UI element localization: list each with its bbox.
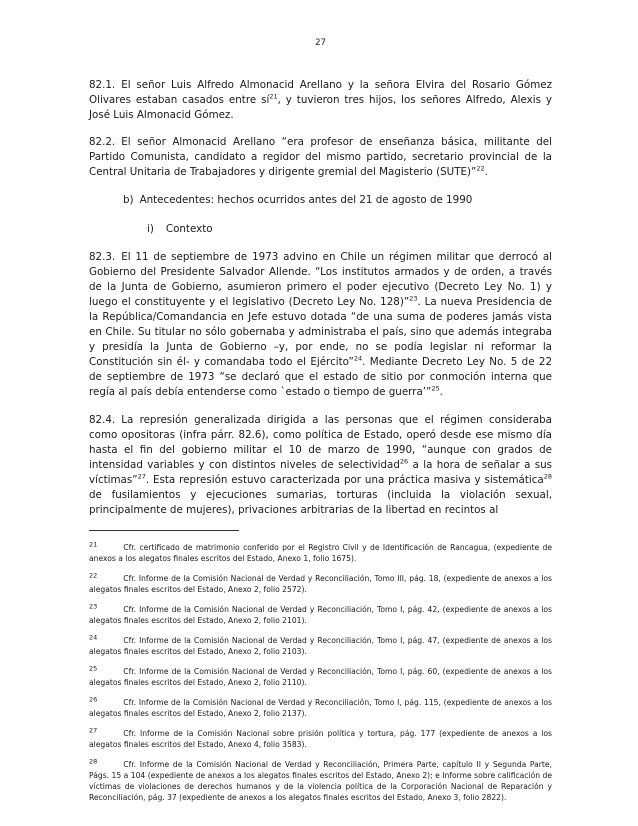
footnote-23 bbox=[89, 604, 552, 626]
paragraph-text: . Mediante Decreto Ley No. 5 de 22 de septiembre de 1973 “se declaró que el estado de sitio por conmoción interna que regía al país debía entenderse como `estado o tiempo de guerra’” bbox=[89, 356, 552, 399]
footnote-number: 22 bbox=[89, 571, 98, 580]
paragraph-text: . Esta represión estuvo caracterizada por una práctica masiva y sistemática bbox=[145, 473, 544, 486]
footnote-ref[interactable]: 24 bbox=[353, 354, 363, 363]
footnote-text: Cfr. Informe de la Comisión Nacional de Verdad y Reconciliación, Primera Parte, capítulo II y Segunda Parte, Págs. 15 a 104 (expediente de anexos a los alegatos finales escritos del Estado, Anexo 2); e Informe sobre calificación de víctimas de violaciones de derechos humanos y de la violencia política de la Corporación Nacional de Reparación y Reconciliación, pág. 37 (expediente de anexos a los alegatos finales escritos del Estado, Anexo 3, folio 2822). bbox=[89, 760, 552, 803]
paragraph-text: , y tuvieron tres hijos, los señores Alfredo, Alexis y José Luis Almonacid Gómez. bbox=[89, 94, 553, 122]
subsection-title: Contexto bbox=[165, 222, 213, 235]
footnote-26 bbox=[89, 697, 552, 719]
paragraph-82-1 bbox=[89, 78, 552, 123]
footnote-ref[interactable]: 27 bbox=[137, 472, 146, 481]
paragraph-text: . bbox=[484, 166, 488, 179]
footnote-24 bbox=[89, 635, 552, 657]
footnote-text: Cfr. Informe de la Comisión Nacional de Verdad y Reconciliación, Tomo I, pág. 60, (expediente de anexos a los alegatos finales escritos del Estado, Anexo 2, folio 2110). bbox=[89, 667, 552, 688]
footnote-ref[interactable]: 22 bbox=[476, 165, 485, 174]
paragraph-text: . La nueva Presidencia de la República/Comandancia en Jefe estuvo dotada “de una suma de poderes jamás vista en Chile. Su titular no sólo gobernaba y administraba el país, sino que además integraba y presidía la Junta de Gobierno –y, por ende, no se podía legislar ni reformar la Constitución sin él- y comandaba todo el Ejército” bbox=[89, 295, 552, 369]
paragraph-number: 82.3. bbox=[89, 250, 116, 263]
footnote-22 bbox=[89, 573, 552, 595]
footnote-number: 23 bbox=[89, 602, 98, 611]
paragraph-number: 82.2. bbox=[89, 136, 116, 149]
paragraph-number: 82.4. bbox=[89, 413, 116, 426]
paragraph-text: . bbox=[439, 386, 443, 399]
paragraph-text: La represión generalizada dirigida a las personas que el régimen consideraba como opositoras (infra párr. 82.6), como política de Estado, operó desde ese mismo día hasta el fin del gobierno militar el 10 de marzo de 1990, “aunque con grados de intensidad variables y con distintos niveles de selectividad bbox=[89, 413, 552, 471]
footnote-28 bbox=[89, 759, 552, 803]
paragraph-82-3 bbox=[89, 250, 552, 401]
footnote-text: Cfr. certificado de matrimonio conferido por el Registro Civil y de Identificación de Rancagua, (expediente de anexos a los alegatos finales escritos del Estado, Anexo 1, folio 1675). bbox=[89, 543, 552, 564]
footnote-divider bbox=[89, 530, 239, 531]
paragraph-number: 82.1. bbox=[89, 79, 116, 91]
footnote-number: 26 bbox=[89, 695, 98, 704]
paragraph-text: El 11 de septiembre de 1973 advino en Chile un régimen militar que derrocó al Gobierno del Presidente Salvador Allende. “Los institutos armados y de orden, a través de la Junta de Gobierno, asumieron primero el poder ejecutivo (Decreto Ley No. 1) y luego el constituyente y el legislativo (Decreto Ley No. 128)” bbox=[89, 250, 552, 308]
footnotes-section bbox=[89, 542, 552, 803]
footnote-21 bbox=[89, 542, 552, 564]
paragraph-text: El señor Almonacid Arellano “era profesor de enseñanza básica, militante del Partido Comunista, candidato a regidor del mismo partido, secretario provincial de la Central Unitaria de Trabajadores y dirigente gremial del Magisterio (SUTE)” bbox=[89, 136, 552, 179]
paragraph-82-4 bbox=[89, 413, 552, 519]
section-label: b) bbox=[123, 193, 134, 206]
footnote-ref[interactable]: 25 bbox=[431, 384, 440, 393]
footnote-number: 25 bbox=[89, 664, 98, 673]
subsection-label: i) bbox=[147, 222, 154, 235]
footnote-text: Cfr. Informe de la Comisión Nacional sobre prisión política y tortura, pág. 177 (expediente de anexos a los alegatos finales escritos del Estado, Anexo 4, folio 3583). bbox=[89, 729, 552, 750]
footnote-text: Cfr. Informe de la Comisión Nacional de Verdad y Reconciliación, Tomo I, pág. 115, (expediente de anexos a los alegatos finales escritos del Estado, Anexo 2, folio 2137). bbox=[89, 698, 552, 719]
footnote-ref[interactable]: 23 bbox=[409, 294, 418, 303]
footnote-text: Cfr. Informe de la Comisión Nacional de Verdad y Reconciliación, Tomo III, pág. 18, (expediente de anexos a los alegatos finales escritos del Estado, Anexo 2, folio 2572). bbox=[89, 574, 552, 595]
subsection-heading-i bbox=[147, 222, 552, 237]
footnote-27 bbox=[89, 728, 552, 750]
footnote-number: 24 bbox=[89, 633, 98, 642]
footnote-ref[interactable]: 28 bbox=[543, 472, 552, 481]
footnote-text: Cfr. Informe de la Comisión Nacional de Verdad y Reconciliación, Tomo I, pág. 47, (expediente de anexos a los alegatos finales escritos del Estado, Anexo 2, folio 2103). bbox=[89, 636, 552, 657]
paragraph-text: El señor Luis Alfredo Almonacid Arellano y la señora Elvira del Rosario Gómez Olivares estaban casados entre sí bbox=[89, 79, 552, 107]
section-heading-b bbox=[123, 193, 552, 208]
footnote-number: 28 bbox=[89, 757, 98, 766]
footnote-number: 27 bbox=[89, 726, 98, 735]
footnote-number: 21 bbox=[89, 540, 98, 549]
footnote-ref[interactable]: 21 bbox=[269, 92, 278, 101]
footnote-ref[interactable]: 26 bbox=[399, 457, 409, 466]
section-title: Antecedentes: hechos ocurridos antes del 21 de agosto de 1990 bbox=[139, 193, 473, 206]
footnote-text: Cfr. Informe de la Comisión Nacional de Verdad y Reconciliación, Tomo I, pág. 42, (expediente de anexos a los alegatos finales escritos del Estado, Anexo 2, folio 2101). bbox=[89, 605, 552, 626]
footnote-25 bbox=[89, 666, 552, 688]
paragraph-text: a la hora de señalar a sus víctimas” bbox=[89, 458, 553, 486]
paragraph-82-2 bbox=[89, 135, 552, 180]
paragraph-text: de fusilamientos y ejecuciones sumarias, torturas (incluida la violación sexual, principalmente de mujeres), privaciones arbitrarias de la libertad en recintos al bbox=[89, 488, 552, 517]
page-number: 27 bbox=[315, 38, 326, 48]
